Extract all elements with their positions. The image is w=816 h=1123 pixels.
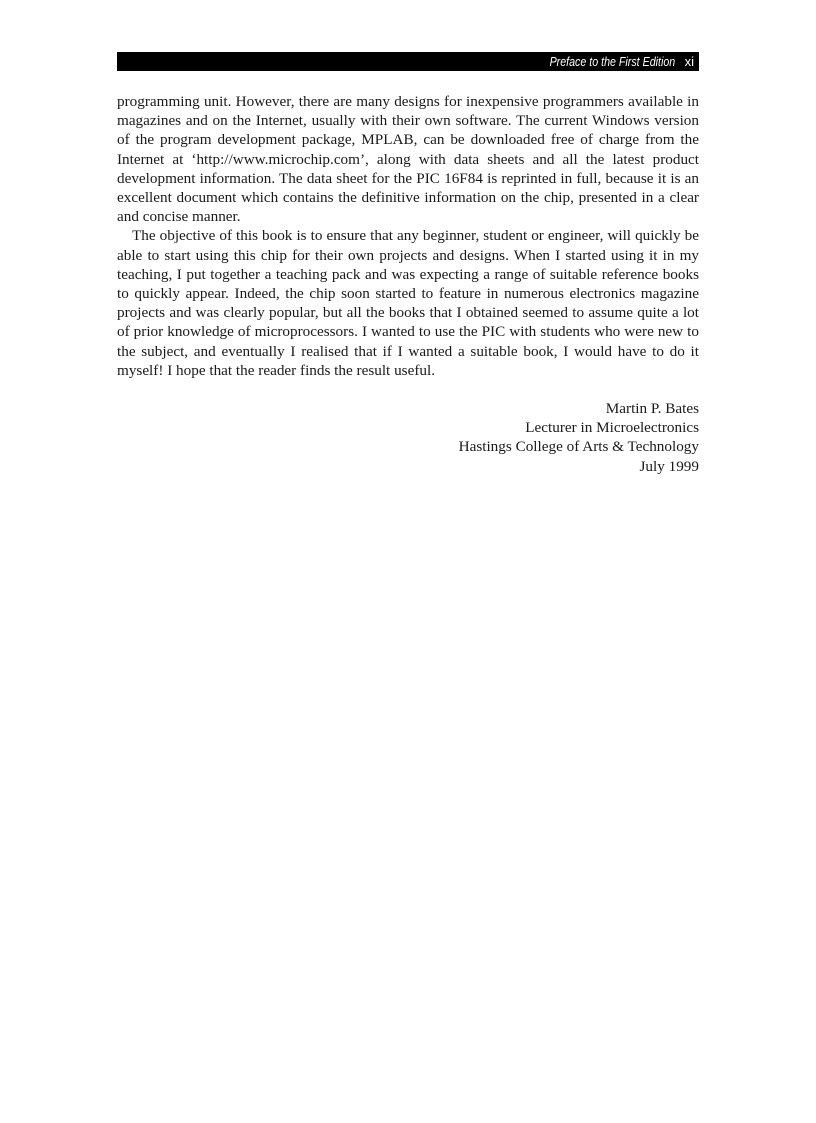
author-name: Martin P. Bates <box>605 400 699 418</box>
running-head-title: Preface to the First Edition <box>549 54 675 69</box>
page-body <box>117 92 699 476</box>
page-number: xi <box>684 54 694 69</box>
paragraph-continued: programming unit. However, there are many designs for inexpensive programmers available in magazines and on the Internet, usually with their own software. The current Windows version of the program development package, MPLAB, can be downloaded free of charge from the Internet at ‘http://www.microchip.com’, along with data sheets and all the latest product development information. The data sheet for the PIC 16F84 is reprinted in full, because it is an excellent document which contains the definitive information on the chip, presented in a clear and concise manner. <box>117 93 699 226</box>
author-role: Lecturer in Microelectronics <box>525 419 699 437</box>
author-institution: Hastings College of Arts & Technology <box>458 438 699 456</box>
running-head <box>117 52 699 71</box>
paragraph-objective: The objective of this book is to ensure that any beginner, student or engineer, will quickly be able to start using this chip for their own projects and designs. When I started using it in my teaching, I put together a teaching pack and was expecting a range of suitable reference books to quickly appear. Indeed, the chip soon started to feature in numerous electronics magazine projects and was clearly popular, but all the books that I obtained seemed to assume quite a lot of prior knowledge of microprocessors. I wanted to use the PIC with students who were new to the subject, and eventually I realised that if I wanted a suitable book, I would have to do it myself! I hope that the reader finds the result useful. <box>117 227 699 379</box>
signature-block <box>117 399 699 476</box>
signature-date: July 1999 <box>639 457 699 475</box>
